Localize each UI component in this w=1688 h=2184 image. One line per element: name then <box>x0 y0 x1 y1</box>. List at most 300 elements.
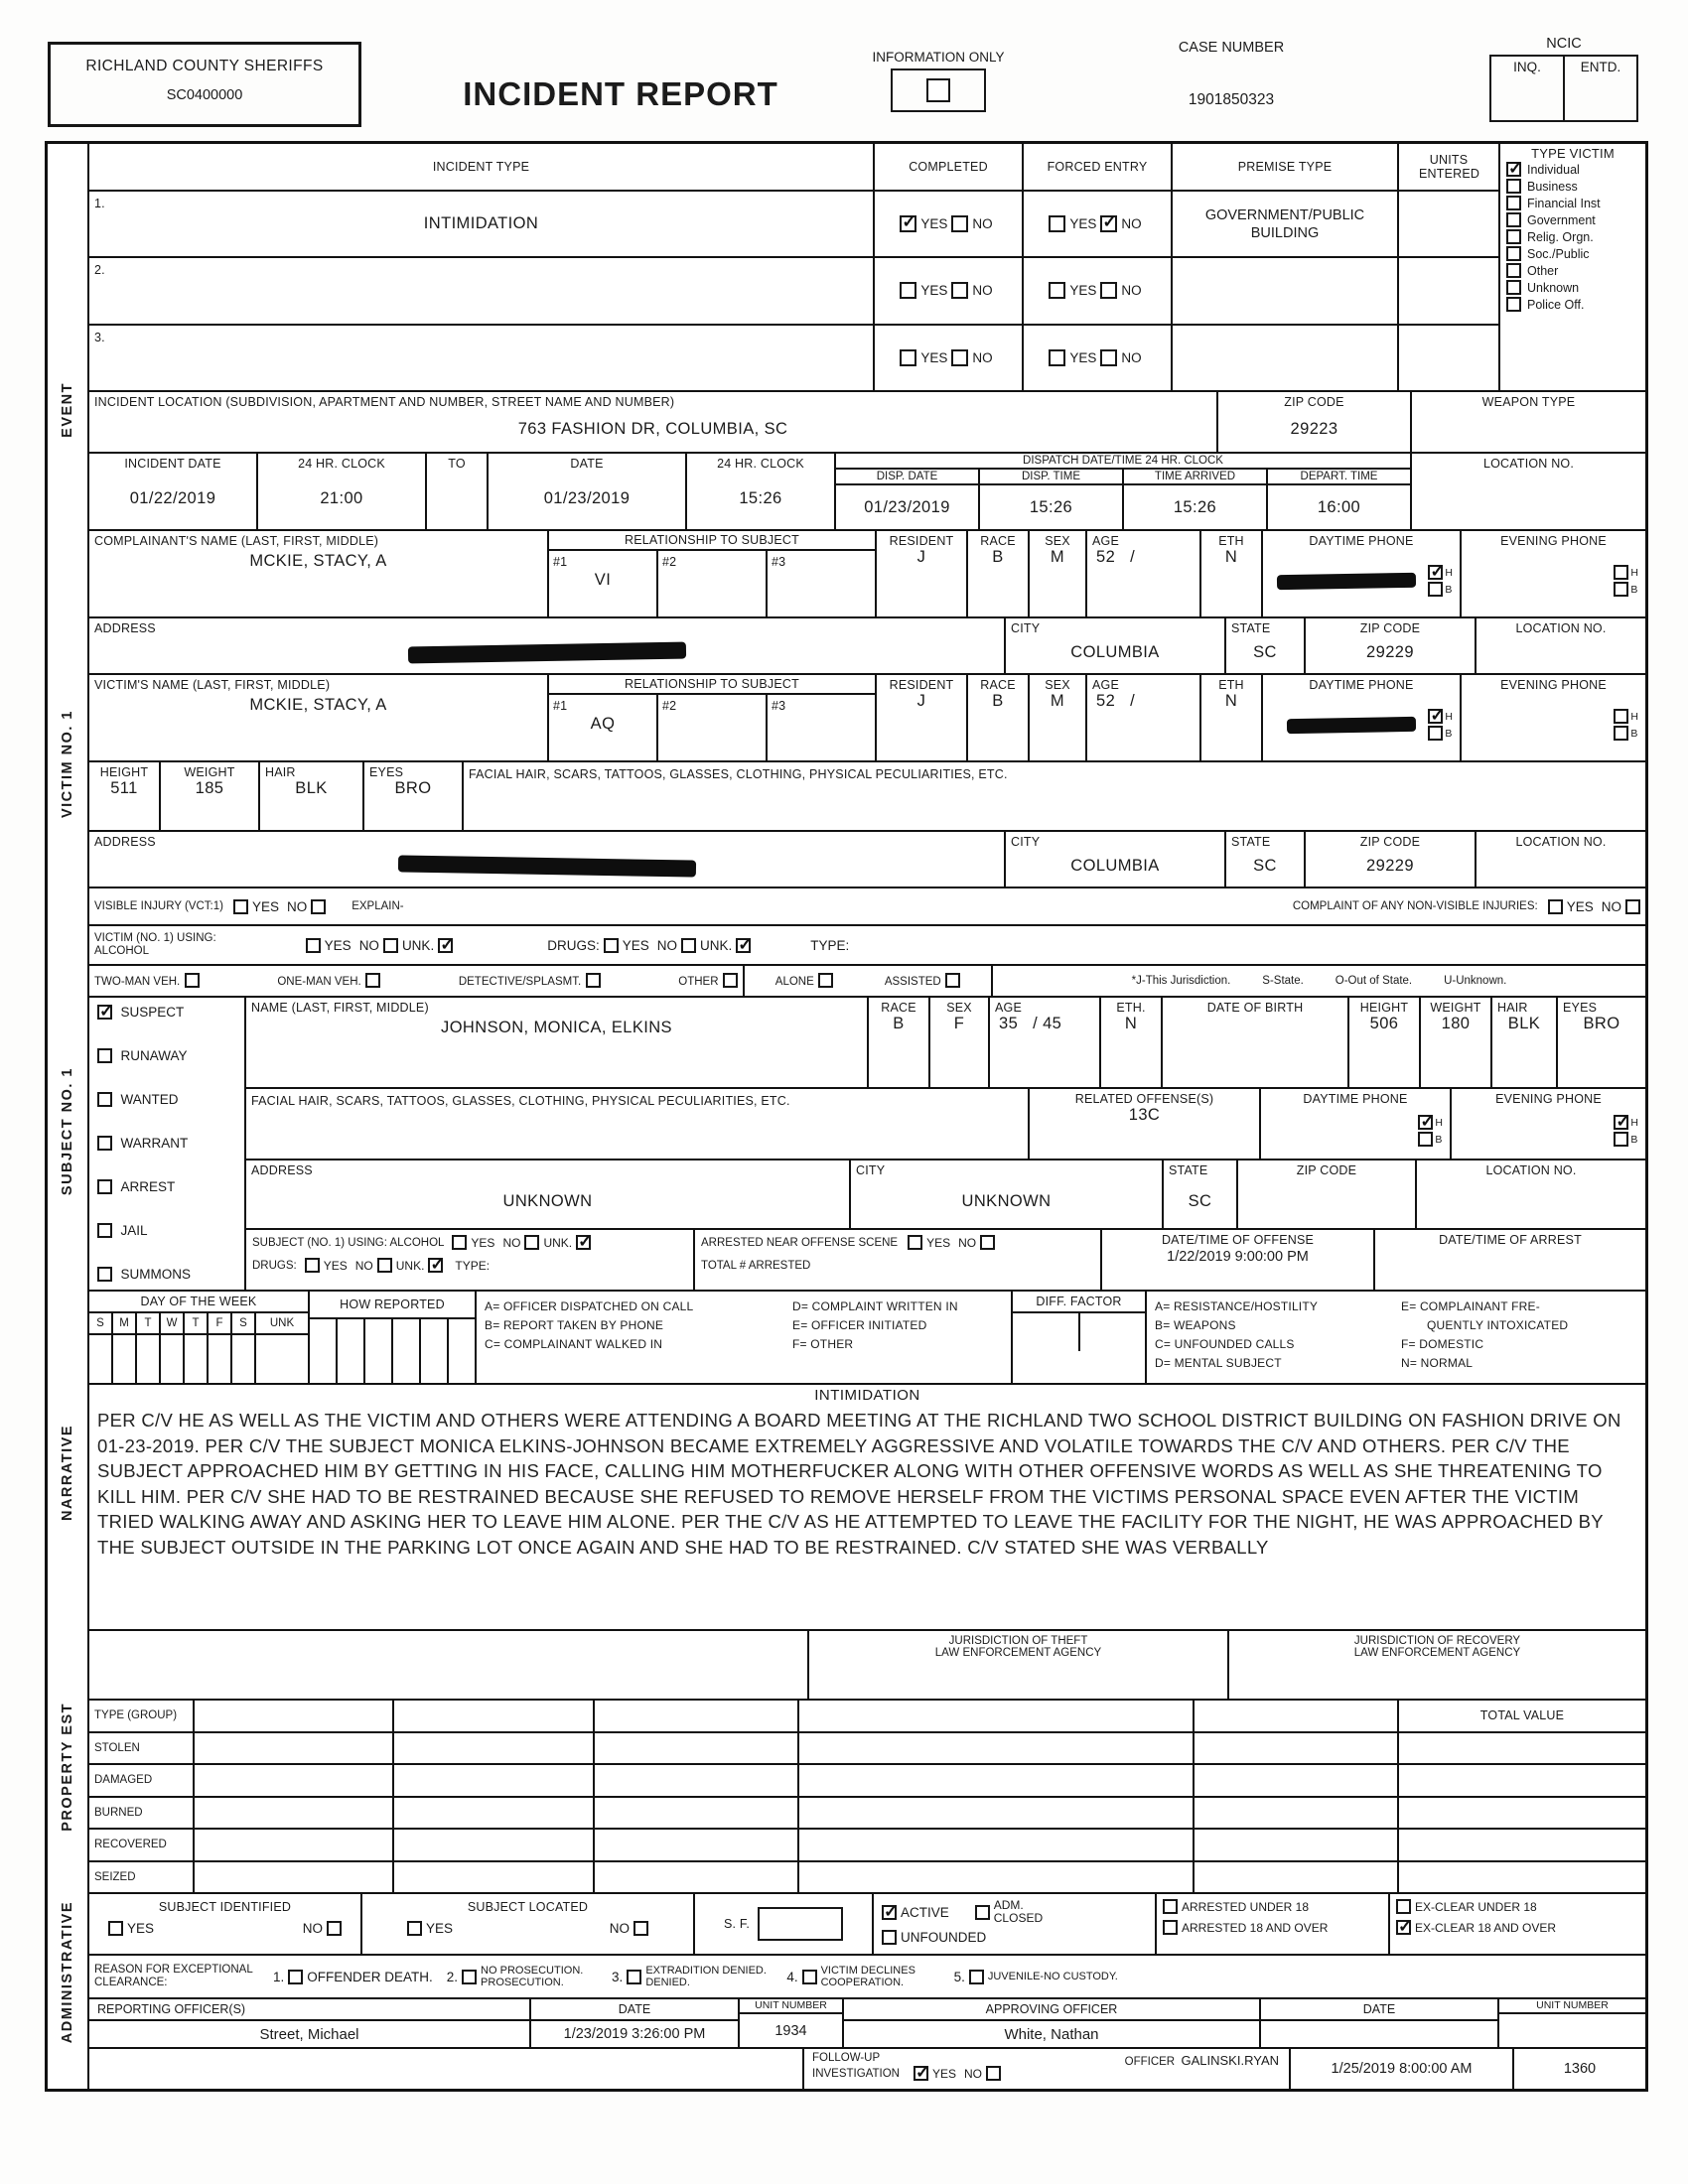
unfounded-label: UNFOUNDED <box>901 1930 987 1945</box>
agency-code: SC0400000 <box>166 87 243 103</box>
case-number-block <box>1112 40 1350 109</box>
diff-legend-c: C= UNFOUNDED CALLS <box>1155 1337 1295 1351</box>
premise-type-header: PREMISE TYPE <box>1237 160 1333 174</box>
age-label: AGE <box>1092 534 1119 548</box>
completed3-yes-checkbox[interactable] <box>900 349 916 366</box>
rel1-label: #1 <box>553 699 568 713</box>
subject-drugs-label: DRUGS: <box>252 1259 297 1272</box>
day-t1: T <box>144 1317 152 1329</box>
exclear-under18-label: EX-CLEAR UNDER 18 <box>1415 1899 1537 1914</box>
b-label: B <box>1630 727 1638 740</box>
no-label: NO <box>972 349 993 365</box>
evening-phone-label: EVENING PHONE <box>1500 678 1607 692</box>
dispatch-header: DISPATCH DATE/TIME 24 HR. CLOCK <box>836 454 1410 470</box>
exclear-under18-checkbox[interactable] <box>1396 1899 1411 1914</box>
subject-facial-label: FACIAL HAIR, SCARS, TATTOOS, GLASSES, CLOTHING, PHYSICAL PECULIARITIES, ETC. <box>251 1094 790 1108</box>
damaged-label: DAMAGED <box>94 1774 153 1787</box>
diff-factor-cell[interactable] <box>1080 1313 1146 1351</box>
completed2-yes-checkbox[interactable] <box>900 282 916 299</box>
property-cell <box>799 1830 1195 1860</box>
victimtype-label: Business <box>1527 179 1578 194</box>
arrest-checkbox[interactable] <box>97 1179 112 1194</box>
complainant-city: COLUMBIA <box>1070 643 1160 661</box>
total-arrested-label: TOTAL # ARRESTED <box>701 1260 811 1272</box>
adm-closed-checkbox[interactable] <box>975 1905 990 1920</box>
diff-factor-label: DIFF. FACTOR <box>1036 1295 1122 1308</box>
day-cell[interactable] <box>185 1335 209 1383</box>
row1-num: 1. <box>94 197 105 210</box>
date-label: DATE <box>531 1999 738 2021</box>
clearance-5-checkbox[interactable] <box>969 1970 984 1984</box>
narrative-title: INTIMIDATION <box>814 1387 920 1404</box>
diff-legend-d: D= MENTAL SUBJECT <box>1155 1356 1282 1370</box>
two-man-veh-checkbox[interactable] <box>185 973 200 988</box>
complainant-address-row <box>89 618 1645 675</box>
reporting-officer-label: REPORTING OFFICER(S) <box>89 1999 529 2021</box>
ncic-block <box>1489 36 1638 122</box>
location-no-label: LOCATION NO. <box>1482 457 1575 471</box>
property-cell <box>1195 1862 1399 1893</box>
victim-evening-b-checkbox[interactable] <box>1614 726 1628 741</box>
how-reported-cell[interactable] <box>310 1319 338 1383</box>
assisted-checkbox[interactable] <box>945 973 960 988</box>
arrested-near-yes-checkbox[interactable] <box>908 1235 922 1250</box>
victim-zip: 29229 <box>1366 857 1414 875</box>
runaway-checkbox[interactable] <box>97 1048 112 1063</box>
no-label: NO <box>972 216 993 232</box>
section-label-narrative: NARRATIVE <box>60 1425 75 1522</box>
stolen-label: STOLEN <box>94 1741 140 1754</box>
complainant-state: SC <box>1253 643 1277 661</box>
completed-header: COMPLETED <box>909 160 988 174</box>
victimtype-financial-checkbox[interactable] <box>1506 196 1521 210</box>
property-cell <box>1399 1765 1645 1796</box>
subject-alcohol-no-checkbox[interactable] <box>524 1235 539 1250</box>
city-label: CITY <box>1011 835 1041 849</box>
unk-label: UNK. <box>401 937 435 953</box>
victimtype-individual-checkbox[interactable] <box>1506 162 1521 177</box>
rel1-label: #1 <box>553 555 568 569</box>
victim-hair: BLK <box>295 779 328 797</box>
wanted-checkbox[interactable] <box>97 1092 112 1107</box>
type-group-label: TYPE (GROUP) <box>94 1709 178 1722</box>
subject-race: B <box>893 1015 905 1032</box>
rel2-label: #2 <box>662 699 677 713</box>
day-cell[interactable] <box>209 1335 232 1383</box>
subject-drugs-unk-checkbox[interactable] <box>428 1258 443 1273</box>
property-cell <box>1399 1862 1645 1893</box>
day-cell[interactable] <box>113 1335 137 1383</box>
units-entered-3 <box>1399 326 1498 390</box>
subject-located-label: SUBJECT LOCATED <box>467 1900 589 1914</box>
day-s2: S <box>239 1317 247 1329</box>
followup-empty-cell <box>89 2049 804 2089</box>
day-of-week-block <box>89 1292 310 1383</box>
property-cell <box>595 1830 799 1860</box>
one-man-veh-label: ONE-MAN VEH. <box>277 976 361 988</box>
sf-label: S. F. <box>723 1917 750 1931</box>
height-label: HEIGHT <box>99 765 149 779</box>
alone-checkbox[interactable] <box>818 973 833 988</box>
type-label: TYPE: <box>810 937 850 953</box>
completed2-no-checkbox[interactable] <box>951 282 968 299</box>
identified-yes-checkbox[interactable] <box>108 1921 123 1936</box>
incident-location-row <box>89 392 1645 454</box>
victim-weight: 185 <box>195 779 224 797</box>
summons-checkbox[interactable] <box>97 1267 112 1282</box>
victimtype-label: Financial Inst <box>1527 196 1601 210</box>
approving-officer-label: APPROVING OFFICER <box>844 1999 1259 2021</box>
diff-legend-a: A= RESISTANCE/HOSTILITY <box>1155 1299 1319 1313</box>
weapon-type-label: WEAPON TYPE <box>1481 395 1576 409</box>
unk-label: UNK. <box>699 937 733 953</box>
clearance-1-label: OFFENDER DEATH. <box>307 1969 433 1984</box>
property-cell <box>1195 1830 1399 1860</box>
incident-date-label: INCIDENT DATE <box>124 457 221 471</box>
how-reported-cell[interactable] <box>449 1319 475 1383</box>
property-cell <box>1399 1830 1645 1860</box>
how-reported-cell[interactable] <box>421 1319 449 1383</box>
victimtype-label: Police Off. <box>1527 297 1585 312</box>
day-cell[interactable] <box>161 1335 185 1383</box>
located-no-checkbox[interactable] <box>633 1921 648 1936</box>
page-header <box>0 0 1688 141</box>
detective-checkbox[interactable] <box>586 973 601 988</box>
no-label: NO <box>1121 283 1142 299</box>
property-cell <box>1195 1765 1399 1796</box>
victim-alcohol-yes-checkbox[interactable] <box>306 938 321 953</box>
followup-no-checkbox[interactable] <box>986 2066 1001 2081</box>
eth-label: ETH <box>1218 534 1244 548</box>
day-unk: UNK <box>269 1317 295 1329</box>
no-label: NO <box>1121 216 1142 232</box>
clearance-3-label: EXTRADITION DENIED. DENIED. <box>645 1965 767 1988</box>
yes-label: YES <box>1069 283 1097 299</box>
how-reported-cell[interactable] <box>393 1319 421 1383</box>
complainant-daytime-h-checkbox[interactable] <box>1428 565 1443 580</box>
incident-location-value: 763 FASHION DR, COLUMBIA, SC <box>517 419 788 438</box>
other-checkbox[interactable] <box>723 973 738 988</box>
forced2-no-checkbox[interactable] <box>1100 282 1117 299</box>
victimtype-police-checkbox[interactable] <box>1506 297 1521 312</box>
eth-label: ETH <box>1218 678 1244 692</box>
property-cell <box>1195 1733 1399 1764</box>
disp-time-value: 15:26 <box>1029 497 1073 516</box>
arrested-over18-checkbox[interactable] <box>1163 1920 1178 1935</box>
suspect-checkbox[interactable] <box>97 1005 112 1020</box>
b-label: B <box>1435 1133 1443 1146</box>
officer-label: OFFICER <box>1124 2056 1176 2068</box>
race-label: RACE <box>980 678 1016 692</box>
clock1-value: 21:00 <box>320 488 363 507</box>
relationship-header: RELATIONSHIP TO SUBJECT <box>549 531 875 551</box>
how-reported-cell[interactable] <box>338 1319 365 1383</box>
victim-state: SC <box>1253 857 1277 875</box>
redacted-complainant-address <box>407 642 685 664</box>
reporting-date-value: 1/23/2019 3:26:00 PM <box>563 2026 706 2042</box>
property-cell <box>394 1701 595 1731</box>
yes-label: YES <box>471 1235 495 1250</box>
no-label: NO <box>963 2066 982 2081</box>
jurisdiction-empty-cell <box>89 1631 809 1699</box>
no-label: NO <box>609 1921 630 1937</box>
b-label: B <box>1630 1133 1638 1146</box>
clearance-2-label: NO PROSECUTION. PROSECUTION. <box>481 1965 584 1988</box>
row3-num: 3. <box>94 330 105 344</box>
property-cell <box>195 1701 394 1731</box>
forced3-no-checkbox[interactable] <box>1100 349 1117 366</box>
property-cell <box>595 1701 799 1731</box>
property-cell <box>394 1798 595 1829</box>
subject-alcohol-unk-checkbox[interactable] <box>576 1235 591 1250</box>
row2-num: 2. <box>94 263 105 278</box>
followup-label-1: FOLLOW-UP <box>812 2052 881 2064</box>
subject-evening-b-checkbox[interactable] <box>1614 1132 1628 1147</box>
victimtype-relig-checkbox[interactable] <box>1506 229 1521 244</box>
complainant-race: B <box>992 548 1004 566</box>
legend-c: C= COMPLAINANT WALKED IN <box>485 1337 663 1351</box>
zip-code-label: ZIP CODE <box>1359 621 1421 635</box>
diff-legend-e: E= COMPLAINANT FRE- <box>1401 1299 1540 1313</box>
victim-sex: M <box>1050 692 1065 710</box>
dates-row <box>89 454 1645 531</box>
how-reported-block <box>310 1292 477 1383</box>
subject-daytime-b-checkbox[interactable] <box>1418 1132 1433 1147</box>
complainant-daytime-b-checkbox[interactable] <box>1428 582 1443 597</box>
information-only-label: INFORMATION ONLY <box>872 50 1005 65</box>
no-label: NO <box>354 1258 373 1273</box>
no-label: NO <box>958 1235 977 1250</box>
h-label: H <box>1630 1116 1638 1129</box>
time-arrived-label: TIME ARRIVED <box>1124 470 1266 485</box>
located-yes-checkbox[interactable] <box>407 1921 422 1936</box>
disp-date-value: 01/23/2019 <box>864 497 950 516</box>
day-cell[interactable] <box>256 1335 308 1383</box>
reporting-unit-value: 1934 <box>774 2022 807 2039</box>
case-number-label: CASE NUMBER <box>1178 40 1285 56</box>
complainant-zip: 29229 <box>1366 643 1414 661</box>
forced1-no-checkbox[interactable] <box>1100 215 1117 232</box>
clearance-row <box>89 1956 1645 1999</box>
jail-checkbox[interactable] <box>97 1223 112 1238</box>
arrested-under18-checkbox[interactable] <box>1163 1899 1178 1914</box>
section-label-victim: VICTIM NO. 1 <box>60 710 75 819</box>
day-cell[interactable] <box>137 1335 161 1383</box>
victimtype-label: Government <box>1527 212 1596 227</box>
subject-age: 35 / 45 <box>999 1015 1062 1032</box>
victim-drugs-unk-checkbox[interactable] <box>736 938 751 953</box>
complainant-evening-h-checkbox[interactable] <box>1614 565 1628 580</box>
one-man-veh-checkbox[interactable] <box>365 973 380 988</box>
no-label: NO <box>972 283 993 299</box>
property-cell <box>1195 1798 1399 1829</box>
day-m: M <box>119 1317 129 1329</box>
victimtype-label: Individual <box>1527 162 1580 177</box>
complainant-rel1-value: VI <box>594 571 612 589</box>
age-label: AGE <box>995 1001 1022 1015</box>
victimtype-government-checkbox[interactable] <box>1506 212 1521 227</box>
subject-eth: N <box>1124 1015 1138 1032</box>
race-label: RACE <box>980 534 1016 548</box>
subject-state: SC <box>1188 1191 1212 1210</box>
how-reported-cell[interactable] <box>365 1319 393 1383</box>
incident-type-header: INCIDENT TYPE <box>432 160 530 174</box>
injury-yes-checkbox[interactable] <box>233 899 248 914</box>
h-label: H <box>1630 710 1638 723</box>
victim-name-value: MCKIE, STACY, A <box>249 696 387 714</box>
completed1-yes-checkbox[interactable] <box>900 215 916 232</box>
exclear-over18-checkbox[interactable] <box>1396 1920 1411 1935</box>
hair-label: HAIR <box>1497 1001 1528 1015</box>
followup-officer-value: GALINSKI.RYAN <box>1181 2053 1279 2068</box>
victimtype-label: Soc./Public <box>1527 246 1590 261</box>
victim-daytime-b-checkbox[interactable] <box>1428 726 1443 741</box>
victimtype-unknown-checkbox[interactable] <box>1506 280 1521 295</box>
victim-drugs-no-checkbox[interactable] <box>681 938 696 953</box>
active-label: ACTIVE <box>901 1904 949 1920</box>
weight-label: WEIGHT <box>1430 1001 1481 1015</box>
diff-legend-n: N= NORMAL <box>1401 1356 1474 1370</box>
legend-f: F= OTHER <box>792 1337 854 1351</box>
completed1-no-checkbox[interactable] <box>951 215 968 232</box>
clearance-4-checkbox[interactable] <box>802 1970 817 1984</box>
forced1-yes-checkbox[interactable] <box>1049 215 1065 232</box>
yes-label: YES <box>127 1921 155 1937</box>
flag-label: JAIL <box>120 1223 148 1239</box>
injury-no-checkbox[interactable] <box>311 899 326 914</box>
date-label: DATE <box>1261 1999 1497 2021</box>
legend-a: A= OFFICER DISPATCHED ON CALL <box>485 1299 694 1313</box>
explain-label: EXPLAIN- <box>352 900 404 912</box>
flag-label: WANTED <box>120 1092 179 1108</box>
property-cell <box>799 1701 1195 1731</box>
arrested-near-no-checkbox[interactable] <box>980 1235 995 1250</box>
property-cell <box>595 1862 799 1893</box>
recovered-label: RECOVERED <box>94 1839 167 1851</box>
relationship-header: RELATIONSHIP TO SUBJECT <box>549 675 875 695</box>
victimtype-other-checkbox[interactable] <box>1506 263 1521 278</box>
diff-factor-cell[interactable] <box>1013 1313 1080 1351</box>
city-label: CITY <box>1011 621 1041 635</box>
total-value-label: TOTAL VALUE <box>1479 1708 1565 1723</box>
nonvisible-yes-checkbox[interactable] <box>1548 899 1563 914</box>
section-label-administrative: ADMINISTRATIVE <box>60 1901 75 2044</box>
victimtype-business-checkbox[interactable] <box>1506 179 1521 194</box>
victim-alcohol-unk-checkbox[interactable] <box>438 938 453 953</box>
property-cell <box>1399 1733 1645 1764</box>
narrative-block <box>89 1385 1645 1631</box>
clearance-2-checkbox[interactable] <box>462 1970 477 1984</box>
day-s1: S <box>96 1317 104 1329</box>
sf-box[interactable] <box>758 1907 843 1941</box>
evening-phone-label: EVENING PHONE <box>1495 1092 1602 1106</box>
incident-type-table <box>89 144 1645 392</box>
followup-row <box>89 2049 1645 2089</box>
zip-code-label: ZIP CODE <box>1359 835 1421 849</box>
ncic-inq-cell: INQ. <box>1491 57 1565 120</box>
property-cell <box>799 1862 1195 1893</box>
information-only-checkbox[interactable] <box>926 78 950 102</box>
dob-label: DATE OF BIRTH <box>1206 1001 1304 1015</box>
nonvisible-no-checkbox[interactable] <box>1625 899 1640 914</box>
yes-label: YES <box>324 937 352 953</box>
jurisdiction-legend: *J-This Jurisdiction. S-State. O-Out of State. U-Unknown. <box>1131 975 1507 987</box>
state-label: STATE <box>1231 835 1271 849</box>
clearance-1-checkbox[interactable] <box>288 1970 303 1984</box>
victim-age: 52 / <box>1096 692 1136 710</box>
section-spine <box>48 144 89 2089</box>
state-label: STATE <box>1169 1163 1208 1177</box>
diff-factor-legend <box>1147 1292 1645 1383</box>
jurisdiction-row <box>89 1631 1645 1701</box>
clearance-1-num: 1. <box>273 1969 285 1984</box>
active-checkbox[interactable] <box>882 1905 897 1920</box>
hair-label: HAIR <box>265 765 296 779</box>
units-entered-header: UNITS ENTERED <box>1419 153 1480 181</box>
property-cell <box>394 1765 595 1796</box>
forced2-yes-checkbox[interactable] <box>1049 282 1065 299</box>
flag-label: SUMMONS <box>120 1267 191 1283</box>
day-cell[interactable] <box>89 1335 113 1383</box>
day-of-week-label: DAY OF THE WEEK <box>140 1295 257 1308</box>
complainant-evening-b-checkbox[interactable] <box>1614 582 1628 597</box>
subject-alcohol-yes-checkbox[interactable] <box>452 1235 467 1250</box>
victim-alcohol-no-checkbox[interactable] <box>383 938 398 953</box>
property-cell <box>195 1733 394 1764</box>
forced3-yes-checkbox[interactable] <box>1049 349 1065 366</box>
victimtype-soc-checkbox[interactable] <box>1506 246 1521 261</box>
property-cell <box>195 1830 394 1860</box>
clock2-value: 15:26 <box>739 488 782 507</box>
subject-drugs-no-checkbox[interactable] <box>377 1258 392 1273</box>
completed3-no-checkbox[interactable] <box>951 349 968 366</box>
warrant-checkbox[interactable] <box>97 1136 112 1151</box>
admin-status-row <box>89 1894 1645 1956</box>
victim-using-row <box>89 926 1645 966</box>
subject-drugs-yes-checkbox[interactable] <box>305 1258 320 1273</box>
race-label: RACE <box>881 1001 916 1015</box>
subject-using-label: SUBJECT (NO. 1) USING: ALCOHOL <box>252 1236 445 1249</box>
clearance-3-num: 3. <box>612 1969 624 1984</box>
rel2-label: #2 <box>662 555 677 569</box>
state-label: STATE <box>1231 621 1271 635</box>
complainant-sex: M <box>1050 548 1065 566</box>
jurisdiction-theft-line2: LAW ENFORCEMENT AGENCY <box>934 1647 1102 1659</box>
subject-name-value: JOHNSON, MONICA, ELKINS <box>441 1019 672 1036</box>
clearance-3-checkbox[interactable] <box>627 1970 641 1984</box>
victim-drugs-yes-checkbox[interactable] <box>604 938 619 953</box>
identified-no-checkbox[interactable] <box>327 1921 342 1936</box>
victim-evening-h-checkbox[interactable] <box>1614 709 1628 724</box>
followup-yes-checkbox[interactable] <box>914 2066 928 2081</box>
complainant-eth: N <box>1224 548 1238 566</box>
subject-evening-h-checkbox[interactable] <box>1614 1115 1628 1130</box>
victim-daytime-h-checkbox[interactable] <box>1428 709 1443 724</box>
subject-weight: 180 <box>1441 1015 1471 1032</box>
complainant-name-value: MCKIE, STACY, A <box>249 552 387 570</box>
day-cell[interactable] <box>232 1335 256 1383</box>
subject-daytime-h-checkbox[interactable] <box>1418 1115 1433 1130</box>
unfounded-checkbox[interactable] <box>882 1930 897 1945</box>
clearance-2-num: 2. <box>446 1969 459 1984</box>
reporting-officer-value: Street, Michael <box>259 2025 359 2043</box>
premise-type-3 <box>1173 326 1399 390</box>
subject-address: UNKNOWN <box>502 1191 593 1210</box>
victim-facial-label: FACIAL HAIR, SCARS, TATTOOS, GLASSES, CLOTHING, PHYSICAL PECULIARITIES, ETC. <box>469 767 1008 781</box>
time-arrived-value: 15:26 <box>1173 497 1217 516</box>
yes-label: YES <box>1069 216 1097 232</box>
eyes-label: EYES <box>1563 1001 1598 1015</box>
